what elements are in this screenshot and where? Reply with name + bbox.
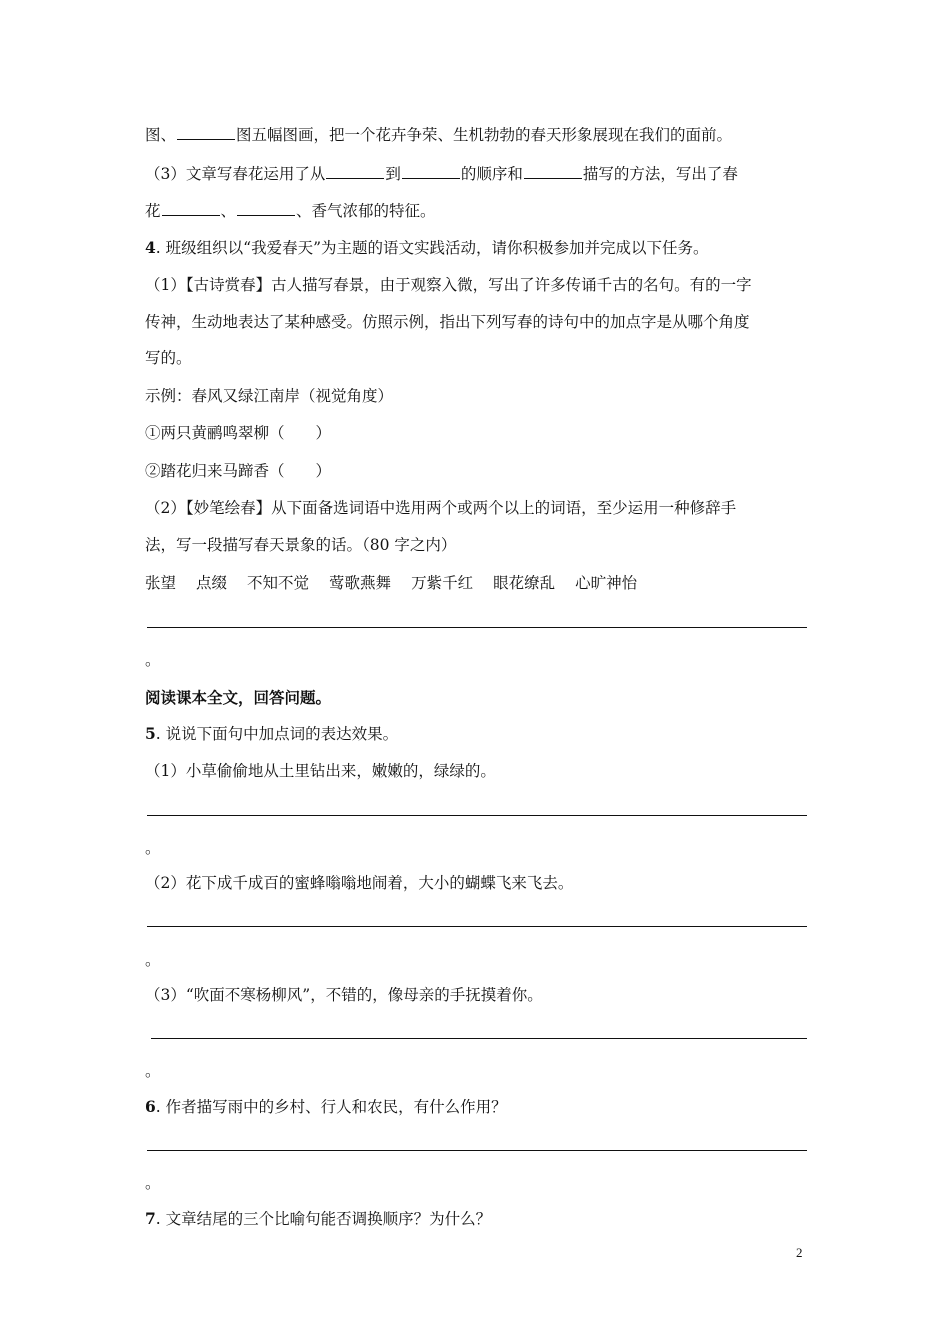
answer-blank[interactable]: [162, 200, 220, 216]
q4-sub1-line3: 写的。: [145, 349, 192, 367]
question-7: 7. 文章结尾的三个比喻句能否调换顺序？为什么？: [145, 1209, 492, 1228]
q5-sentence2: （2）花下成千成百的蜜蜂嗡嗡地闹着，大小的蝴蝶飞来飞去。: [145, 874, 574, 892]
end-mark: 。: [145, 1174, 161, 1192]
answer-line[interactable]: [147, 1150, 807, 1151]
question-6: 6. 作者描写雨中的乡村、行人和农民，有什么作用？: [145, 1097, 507, 1116]
q4-word-list: [145, 573, 657, 593]
question3-sub3-cont: 花 、 、香气浓郁的特征。: [145, 202, 436, 220]
answer-line[interactable]: [147, 926, 807, 927]
end-mark: 。: [145, 839, 161, 857]
word-option: 张望: [145, 574, 177, 592]
word-option: 点缀: [196, 574, 228, 592]
q4-sub2-line1: （2）【妙笔绘春】从下面备选词语中选用两个或两个以上的词语，至少运用一种修辞手: [145, 499, 737, 517]
q4-item2: ②踏花归来马蹄香（ ）: [145, 462, 332, 480]
q4-sub2-line2: 法，写一段描写春天景象的话。（80 字之内）: [145, 536, 457, 554]
question3-continuation: 图、 图五幅图画，把一个花卉争荣、生机勃勃的春天形象展现在我们的面前。: [145, 126, 733, 144]
section-heading: 阅读课本全文，回答问题。: [145, 688, 332, 707]
word-option: 心旷神怡: [575, 574, 638, 592]
word-option: 万紫千红: [411, 574, 474, 592]
end-mark: 。: [145, 951, 161, 969]
end-mark: 。: [145, 1062, 161, 1080]
question3-sub3: （3）文章写春花运用了从 到 的顺序和 描写的方法，写出了春: [145, 165, 738, 183]
answer-line[interactable]: [147, 627, 807, 628]
question-4: 4. 班级组织以“我爱春天”为主题的语文实践活动，请你积极参加并完成以下任务。: [145, 238, 709, 257]
q5-sentence3: （3）“吹面不寒杨柳风”，不错的，像母亲的手抚摸着你。: [145, 986, 543, 1004]
answer-blank[interactable]: [524, 163, 582, 179]
answer-line[interactable]: [147, 815, 807, 816]
word-option: 莺歌燕舞: [329, 574, 392, 592]
q4-example: 示例：春风又绿江南岸（视觉角度）: [145, 387, 394, 405]
q4-item1: ①两只黄鹂鸣翠柳（ ）: [145, 424, 332, 442]
q4-sub1-line1: （1）【古诗赏春】古人描写春景，由于观察入微，写出了许多传诵千古的名句。有的一字: [145, 276, 752, 294]
page-number: 2: [796, 1245, 803, 1260]
q5-sentence1: （1）小草偷偷地从土里钻出来，嫩嫩的，绿绿的。: [145, 762, 496, 780]
word-option: 不知不觉: [247, 574, 310, 592]
question-5: 5. 说说下面句中加点词的表达效果。: [145, 724, 399, 743]
q4-sub1-line2: 传神，生动地表达了某种感受。仿照示例，指出下列写春的诗句中的加点字是从哪个角度: [145, 313, 750, 331]
answer-line[interactable]: [151, 1038, 807, 1039]
word-option: 眼花缭乱: [493, 574, 556, 592]
answer-blank[interactable]: [326, 163, 384, 179]
answer-blank[interactable]: [177, 124, 235, 140]
answer-blank[interactable]: [402, 163, 460, 179]
end-mark: 。: [145, 651, 161, 669]
answer-blank[interactable]: [237, 200, 295, 216]
